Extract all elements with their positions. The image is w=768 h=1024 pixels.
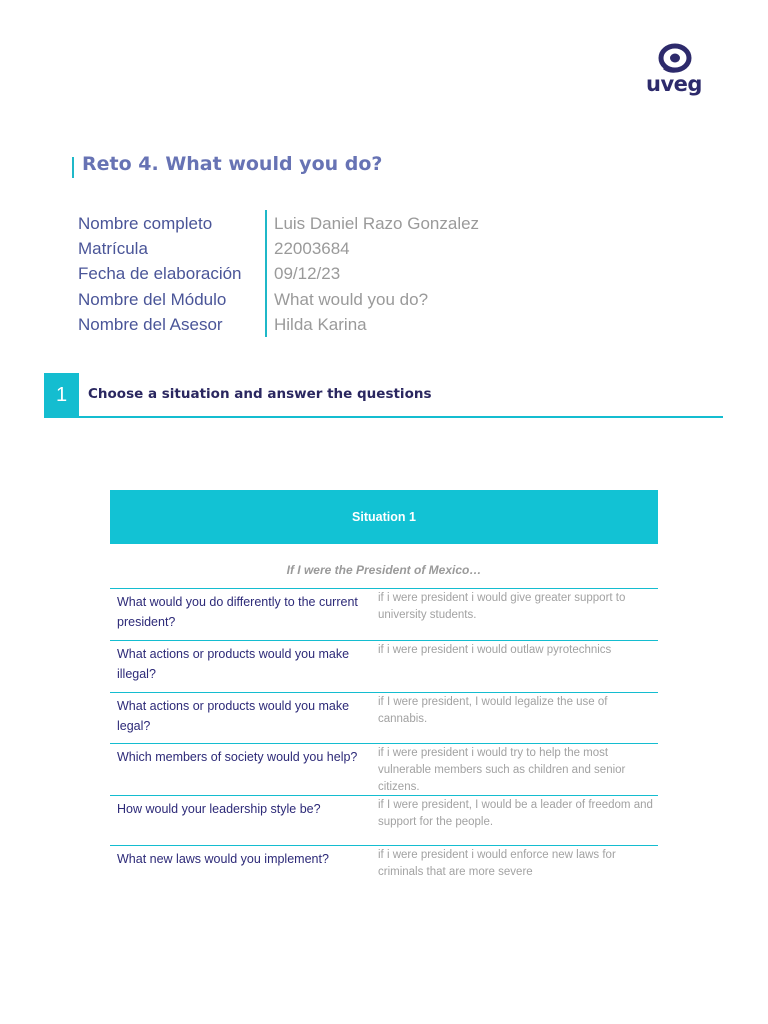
question-cell: How would your leadership style be? <box>117 802 321 816</box>
table-row <box>110 795 658 845</box>
question-cell: What would you do differently to the current president? <box>117 595 358 629</box>
info-divider <box>265 210 267 337</box>
answer-cell: if i were president i would give greater support to university students. <box>378 592 626 621</box>
question-cell: What actions or products would you make legal? <box>117 699 350 733</box>
page-title: Reto 4. What would you do? <box>82 153 383 175</box>
answer-cell: if i were president i would enforce new laws for criminals that are more severe <box>378 849 616 878</box>
info-label: Matrícula <box>78 239 148 259</box>
info-label: Nombre completo <box>78 214 213 233</box>
info-label: Nombre del Asesor <box>78 314 223 334</box>
section-title: Choose a situation and answer the questions <box>88 386 432 402</box>
answer-cell: if I were president, I would legalize the use of cannabis. <box>378 696 608 725</box>
table-row <box>110 588 658 640</box>
situation-table <box>110 490 658 896</box>
info-label: Nombre del Módulo <box>78 289 227 309</box>
info-value: Luis Daniel Razo Gonzalez <box>274 214 480 233</box>
info-value: Hilda Karina <box>274 314 367 334</box>
info-value: 09/12/23 <box>274 264 341 284</box>
section-divider <box>44 416 723 418</box>
answer-cell: if i were president i would outlaw pyrotechnics <box>378 644 612 656</box>
uveg-logo <box>640 42 710 102</box>
question-cell: What actions or products would you make illegal? <box>117 647 350 681</box>
table-header: Situation 1 <box>110 490 658 544</box>
question-cell: Which members of society would you help? <box>117 750 358 764</box>
table-row <box>110 743 658 795</box>
uveg-logo-text: uveg <box>646 72 702 96</box>
question-cell: What new laws would you implement? <box>117 852 329 866</box>
table-row <box>110 845 658 896</box>
table-subheader: If I were the President of Mexico… <box>286 563 482 577</box>
title-accent-bar <box>72 157 74 178</box>
info-value: 22003684 <box>274 239 350 259</box>
info-value: What would you do? <box>274 289 429 309</box>
table-row <box>110 692 658 743</box>
section-number: 1 <box>44 373 79 418</box>
table-row <box>110 640 658 692</box>
info-label: Fecha de elaboración <box>78 264 242 284</box>
answer-cell: if I were president, I would be a leader of freedom and support for the people. <box>378 799 653 828</box>
uveg-logo-icon <box>658 42 692 74</box>
answer-cell: if i were president i would try to help the most vulnerable members such as children and senior citizens. <box>378 747 626 793</box>
